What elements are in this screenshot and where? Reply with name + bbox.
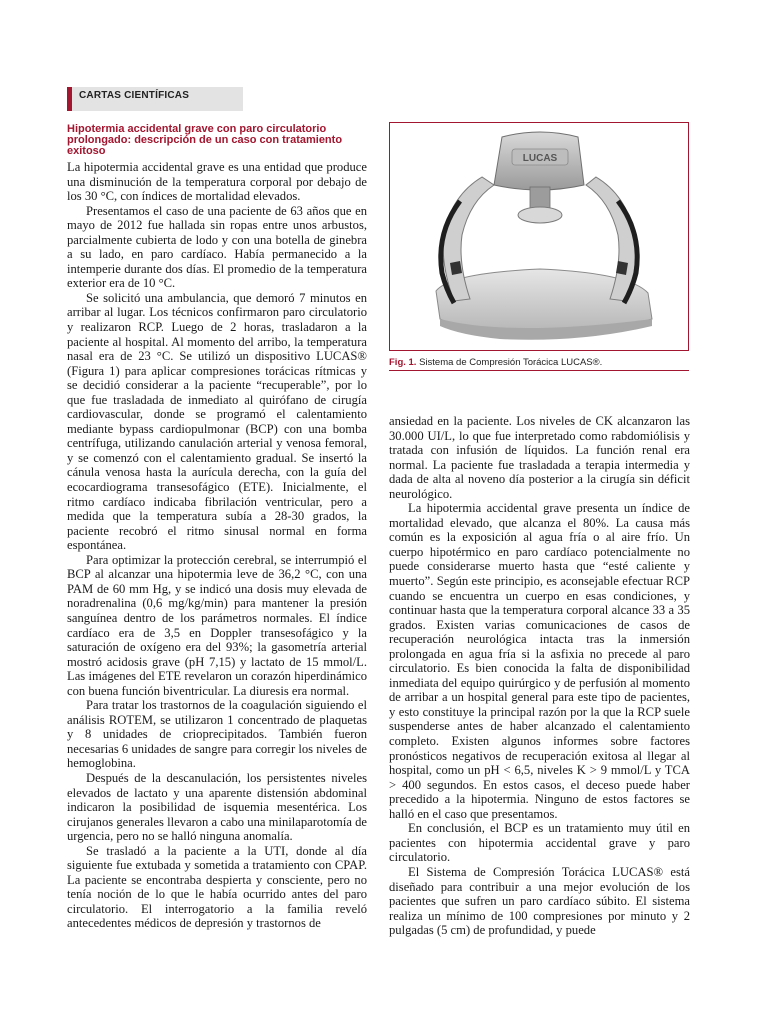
- lucas-device-illustration: [390, 123, 688, 350]
- paragraph: La hipotermia accidental grave presenta un índice de mortalidad elevado, que alcanza el 80%. La causa más común es la exposición al agua fría o al aire frío. Un cuerpo hipotérmico en paro cardíaco potencialmente no puede considerarse muerto hasta que “esté caliente y muerto”. Según este principio, es aconsejable efectuar RCP cuando se encuentra un cuerpo en esas condiciones, y continuar hasta que la temperatura corporal alcance 33 a 35 grados. Existen varias comunicaciones de casos de recuperación neurológica intacta tras la inmersión prolongada en agua fría si la asfixia no precede al paro circulatorio. Es bien conocida la falta de disponibilidad inmediata del equipo quirúrgico y de perfusión al momento de arribar a un hospital general para este tipo de pacientes, y esto constituye la principal razón por la que la RCP suele suspenderse antes de haber alcanzado el calentamiento completo. Existen algunos informes sobre factores pronósticos negativos de recuperación exitosa al llegar al hospital, como un pH < 6,5, niveles K > 9 mmol/L y TCA > 400 segundos. En estos casos, el deceso puede haber precedido a la hipotermia. Ninguno de estos factores se halló en el caso que presentamos.: [389, 501, 690, 821]
- figure-frame: [389, 122, 689, 351]
- text-column-left: [67, 160, 367, 940]
- right-strap-buckle: [616, 261, 628, 275]
- paragraph: Para optimizar la protección cerebral, se interrumpió el BCP al alcanzar una hipotermia leve de 36,2 °C, con una PAM de 60 mm Hg, y se indicó una dosis muy elevada de noradrenalina (0,6 mg/kg/min) para mantener la presión sanguínea dentro de los parámetros normales. El índice cardíaco era de 3,5 en Doppler transesofágico y la saturación de oxígeno era del 93%; la gasometría arterial mostró acidosis grave (pH 7,15) y lactato de 15 mmol/L. Las imágenes del ETE revelaron un corazón hiperdinámico con buena función biventricular. La diuresis era normal.: [67, 552, 367, 698]
- paragraph: Se solicitó una ambulancia, que demoró 7 minutos en arribar al lugar. Los técnicos confirmaron paro circulatorio y realizaron RCP. Luego de 2 horas, trasladaron a la paciente al hospital. Al momento del arribo, la temperatura nasal era de 23 °C. Se utilizó un dispositivo LUCAS® (Figura 1) para aplicar compresiones torácicas rítmicas y se decidió considerar a la paciente “recuperable”, por lo que fue trasladada de inmediato al quirófano de cirugía cardiovascular, donde se programó el calentamiento mediante bypass cardiopulmonar (BCP) con una bomba centrífuga, utilizando canulación arterial y venosa femoral, y se comenzó con el calentamiento gradual. Se insertó la cánula venosa hasta la aurícula derecha, con la guía del ecocardiograma transesofágico (ETE). Inicialmente, el ritmo cardíaco indicaba fibrilación ventricular, pero a medida que la temperatura subía a 28-30 grados, la paciente recobró el ritmo sinusal normal en forma espontánea.: [67, 290, 367, 553]
- paragraph: ansiedad en la paciente. Los niveles de CK alcanzaron las 30.000 UI/L, lo que fue interpretado como rabdomiólisis y tratada con infusión de líquidos. La función renal era normal. La paciente fue trasladada a terapia intermedia y dada de alta al noveno día posterior a la cirugía sin déficit neurológico.: [389, 414, 690, 501]
- paragraph: Presentamos el caso de una paciente de 63 años que en mayo de 2012 fue hallada sin ropas entre unos arbustos, parcialmente cubierta de lodo y con una botella de ginebra a su lado, en paro cardíaco. Había permanecido a la intemperie durante dos días. El promedio de la temperatura exterior era de 10 °C.: [67, 203, 367, 291]
- suction-cup: [518, 207, 562, 223]
- figure-label: Fig. 1.: [389, 357, 417, 368]
- paragraph: Después de la descanulación, los persistentes niveles elevados de lactato y una aparente distensión abdominal indicaron la posibilidad de isquemia mesentérica. Los cirujanos generales llevaron a cabo una minilaparotomía de urgencia, pero no se halló ninguna anomalía.: [67, 770, 367, 844]
- paragraph: Se trasladó a la paciente a la UTI, donde al día siguiente fue extubada y sometida a tratamiento con CPAP. La paciente se encontraba despierta y consciente, pero no tenía noción de lo que le había ocurrido antes del paro circulatorio. El interrogatorio a la familia reveló antecedentes médicos de depresión y trastornos de: [67, 843, 367, 931]
- paragraph: El Sistema de Compresión Torácica LUCAS® está diseñado para contribuir a una mejor evolución de los pacientes que sufren un paro cardíaco súbito. El sistema realiza un mínimo de 100 compresiones por minuto y 2 pulgadas (5 cm) de profundidad, y puede: [389, 864, 690, 938]
- section-label: CARTAS CIENTÍFICAS: [67, 87, 243, 111]
- left-strap-buckle: [450, 261, 462, 275]
- device-label: LUCAS: [522, 153, 558, 164]
- paragraph: En conclusión, el BCP es un tratamiento muy útil en pacientes con hipotermia accidental grave y paro circulatorio.: [389, 821, 690, 865]
- figure-caption: [389, 355, 689, 371]
- piston: [530, 187, 550, 209]
- paragraph: Para tratar los trastornos de la coagulación siguiendo el análisis ROTEM, se utilizaron 1 concentrado de plaquetas y 8 unidades de crioprecipitados. También fueron necesarias 6 unidades de sangre para corregir los niveles de hemoglobina.: [67, 698, 367, 771]
- figure-caption-text: Sistema de Compresión Torácica LUCAS®.: [419, 357, 603, 368]
- paragraph: La hipotermia accidental grave es una entidad que produce una disminución de la temperatura corporal por debajo de los 30 °C, con índices de mortalidad elevados.: [67, 160, 367, 204]
- text-column-right: [389, 414, 690, 944]
- article-title: Hipotermia accidental grave con paro circulatorio prolongado: descripción de un caso con tratamiento exitoso: [67, 123, 343, 157]
